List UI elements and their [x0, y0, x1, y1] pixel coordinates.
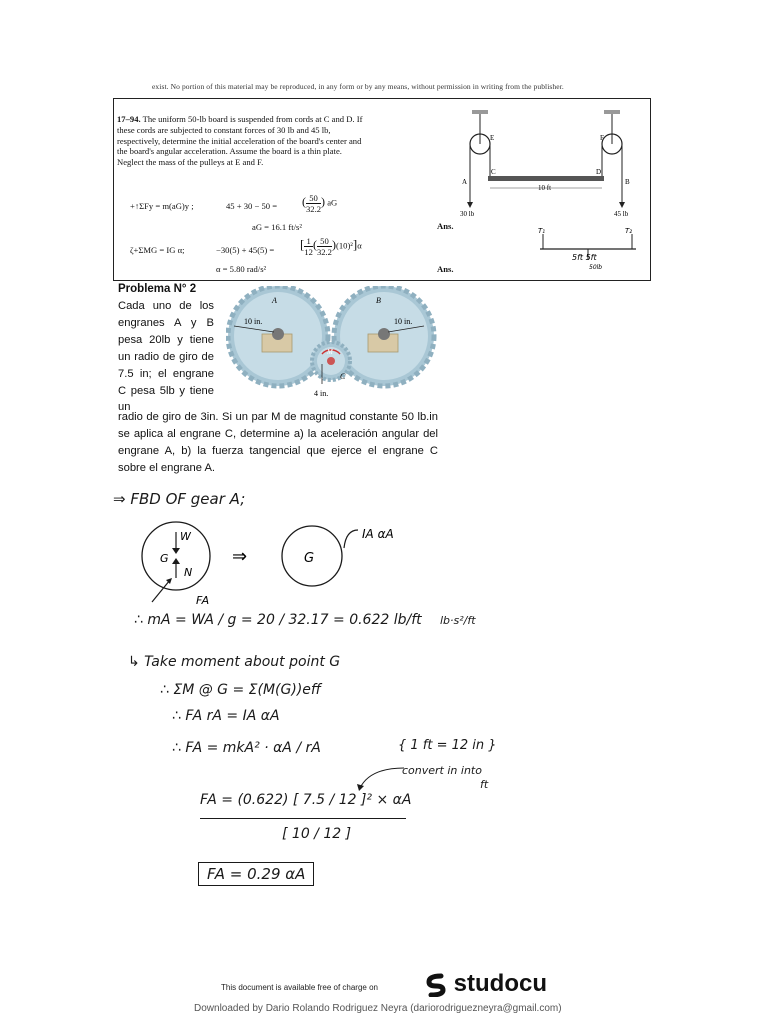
force-right-label: 45 lb	[614, 210, 629, 218]
fbd-dims: 5ft 5ft	[572, 253, 597, 262]
gear-c-label: C	[340, 372, 346, 381]
copyright-notice: exist. No portion of this material may be reproduced, in any form or by any means, without permission in writing from the publisher.	[152, 82, 564, 91]
problema-2-title: Problema N° 2	[118, 283, 197, 295]
eq3-f1-num: 1	[304, 236, 313, 247]
problem-number: 17–94.	[117, 114, 141, 124]
gear-a-label: A	[272, 296, 277, 305]
footer-available-text: This document is available free of charge on	[221, 983, 378, 992]
fbd-equivalent-icon: ⇒	[232, 546, 248, 567]
normal-arrow-icon	[172, 558, 180, 564]
fbd-weight: 50lb	[589, 264, 603, 271]
weight-arrow-icon	[172, 548, 180, 554]
eq3-lhs: −30(5) + 45(5) =	[216, 245, 275, 255]
label-e: E	[490, 134, 495, 142]
eq3-f2-num: 50	[317, 236, 332, 247]
label-c: C	[491, 168, 496, 176]
fbd-g-label: G	[160, 552, 169, 565]
convert-note-line1: convert in into	[402, 764, 482, 777]
problema-2-text-full: radio de giro de 3in. Si un par M de magnitud constante 50 lb.in se aplica al engrane C, determine a) la aceleración angular del engrane A, b) la fuerza tangencial que ejerce el engrane C sobre el engrane A.	[118, 411, 438, 474]
gear-a-radius: 10 in.	[244, 317, 263, 326]
gear-b-label: B	[376, 296, 381, 305]
answer-label-1: Ans.	[437, 221, 454, 231]
studocu-logo[interactable]	[425, 970, 547, 998]
fa-result-box: FA = 0.29 αA	[198, 862, 314, 886]
label-f: F	[600, 134, 604, 142]
eq1-fraction: ( $\frac{50}{32.2}$ ) aG	[302, 193, 338, 214]
eq2: aG = 16.1 ft/s²	[252, 222, 302, 232]
problem-17-94-statement	[117, 114, 367, 168]
answer-label-2: Ans.	[437, 264, 454, 274]
fbd-t1: T₁	[538, 227, 546, 235]
gear-b-axle-icon	[378, 328, 390, 340]
label-d: D	[596, 168, 602, 176]
fbd-t2: T₂	[625, 227, 633, 235]
right-ceiling-support	[604, 110, 620, 114]
fbd-g2-label: G	[304, 551, 315, 566]
fbd-fa-label: FA	[196, 594, 210, 607]
eq3-f1-den: 12	[304, 247, 313, 257]
gear-b-radius: 10 in.	[394, 317, 413, 326]
fbd-w-label: W	[180, 530, 191, 543]
gear-c-radius: 4 in.	[314, 389, 329, 398]
convert-arrow-icon	[330, 764, 410, 794]
arrow-left-icon	[467, 202, 473, 208]
mass-equation: ∴ mA = WA / g = 20 / 32.17 = 0.622 lb/ft	[134, 612, 422, 628]
footer-downloaded-by: Downloaded by Dario Rolando Rodriguez Neyra (dariorodriguezneyra@gmail.com)	[194, 1003, 562, 1014]
eq3-f2-den: 32.2	[316, 247, 332, 257]
eq3-tail: (10)²	[335, 240, 353, 251]
span-label: 10 ft	[538, 184, 552, 192]
moment-arrow-icon	[344, 530, 358, 548]
studocu-logo-icon	[425, 973, 447, 997]
couple-label: M	[327, 348, 333, 356]
label-a: A	[462, 178, 468, 186]
board-pulley-figure	[458, 110, 648, 280]
eq1-label: +↑ΣFy = m(aG)y ;	[130, 201, 194, 211]
left-ceiling-support	[472, 110, 488, 114]
fbd-sketch	[130, 518, 430, 608]
eq3-alpha: α	[357, 240, 362, 251]
fraction-bar	[200, 818, 406, 819]
gear-a-axle-icon	[272, 328, 284, 340]
eq1-tail: aG	[327, 197, 338, 208]
sum-moment-equation: ∴ ΣM @ G = Σ(M(G))eff	[160, 682, 321, 698]
fa-formula: ∴ FA = mkA² · αA / rA	[172, 740, 321, 756]
arrow-right-icon	[619, 202, 625, 208]
label-b: B	[625, 178, 630, 186]
eq3-label: ζ+ΣMG = IG α;	[130, 245, 185, 255]
fbd-heading: ⇒ FBD OF gear A;	[113, 490, 246, 508]
gear-c-axle-icon	[327, 357, 335, 365]
fa-substitution-numerator: FA = (0.622) [ 7.5 / 12 ]² × αA	[200, 792, 412, 808]
fbd-ia-label: IA αA	[362, 527, 394, 541]
eq1-lhs: 45 + 30 − 50 =	[226, 201, 278, 211]
problem-text: The uniform 50-lb board is suspended from cords at C and D. If these cords are subjected to constant forces of 30 lb and 45 lb, respectively, determine the initial acceleration of the board's center and the board's angular acceleration. Assume the board is a thin plate. Neglect the mass of the pulleys at E and F.	[117, 114, 363, 168]
convert-note-line2: ft	[480, 778, 489, 791]
eq1-den: 32.2	[306, 204, 322, 214]
conversion-note: { 1 ft = 12 in }	[398, 738, 497, 753]
moment-note: ↳ Take moment about point G	[128, 654, 341, 670]
fa-ra-equation: ∴ FA rA = IA αA	[172, 708, 280, 724]
fa-substitution-denominator: [ 10 / 12 ]	[282, 826, 352, 842]
problema-2-text-left: Cada uno de los engranes A y B pesa 20lb y tiene un radio de giro de 7.5 in; el engrane C pesa 5lb y tiene un	[118, 300, 214, 414]
eq3-fraction: [ $\frac{1}{12}$ ( $\frac{50}{32.2}$ )(10)²]α	[300, 236, 362, 257]
mass-units: lb·s²/ft	[440, 614, 476, 627]
fbd-n-label: N	[184, 566, 193, 579]
eq1-num: 50	[306, 193, 321, 204]
gears-figure	[226, 286, 442, 404]
force-left-label: 30 lb	[460, 210, 475, 218]
board	[488, 176, 604, 181]
studocu-brand: studocu	[453, 970, 547, 997]
eq4: α = 5.80 rad/s²	[216, 264, 267, 274]
